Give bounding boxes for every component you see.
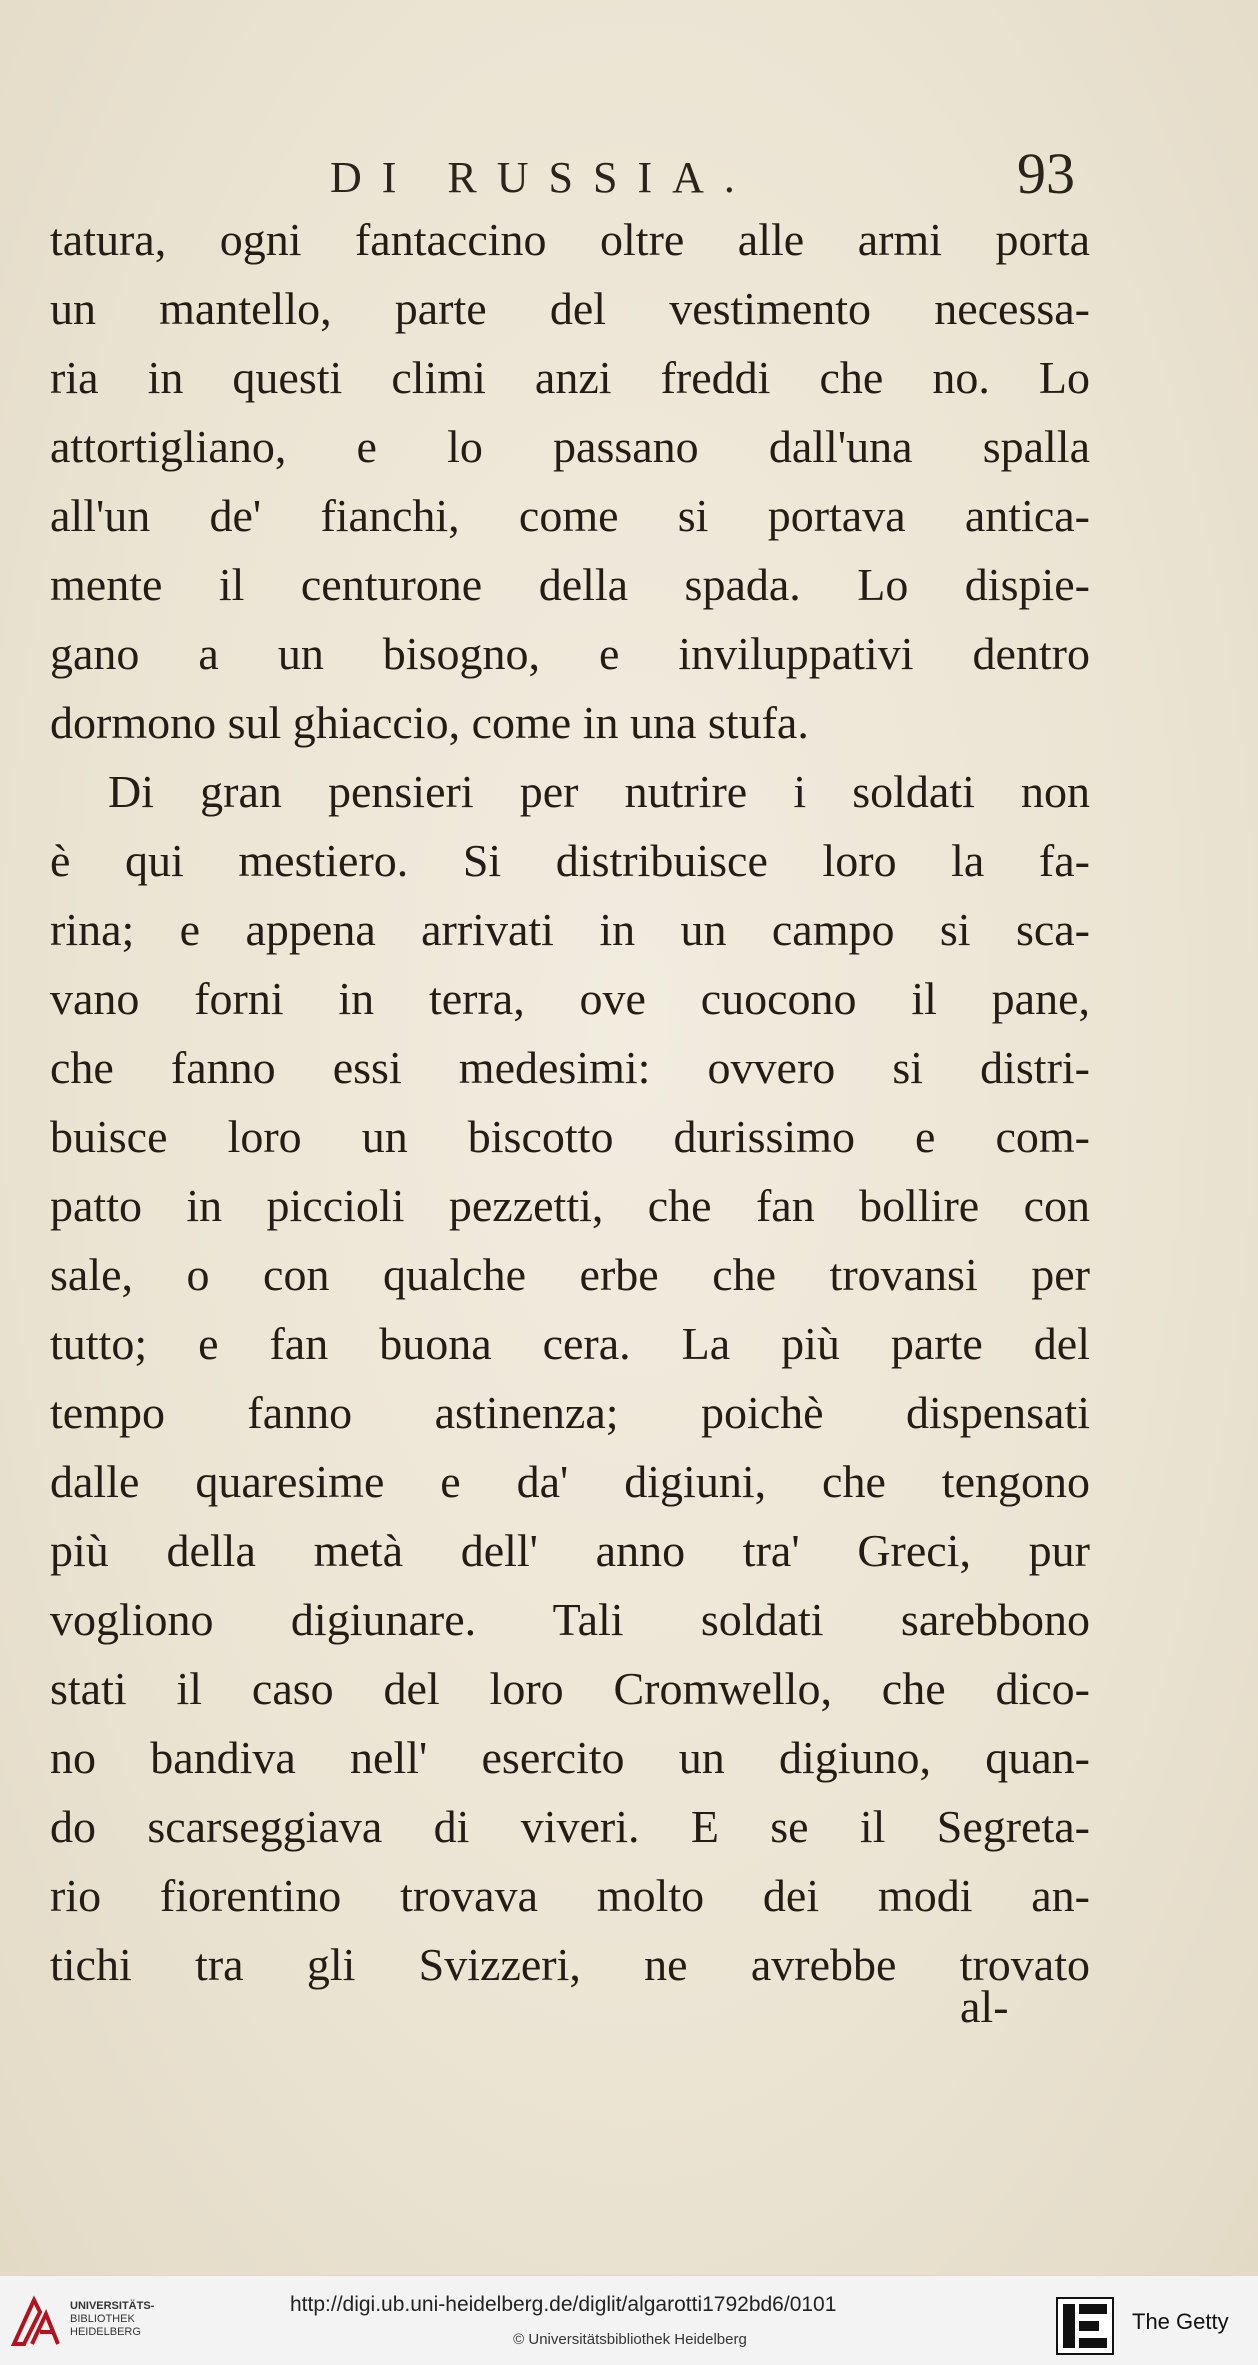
text-line: attortigliano, e lo passano dall'una spalla: [50, 421, 1090, 472]
institution-name: [70, 2300, 154, 2339]
running-title: DI RUSSIA.: [330, 153, 755, 202]
partner-name: The Getty: [1132, 2309, 1229, 2334]
getty-logo-icon: [1055, 2296, 1115, 2356]
text-line: tempo fanno astinenza; poichè dispensati: [50, 1387, 1090, 1438]
footer-bar: [0, 2275, 1258, 2365]
text-line: Di gran pensieri per nutrire i soldati non: [108, 766, 1090, 817]
text-line: vogliono digiunare. Tali soldati sarebbono: [50, 1594, 1090, 1645]
text-line: gano a un bisogno, e inviluppativi dentro: [50, 628, 1090, 679]
body-text: [50, 205, 1090, 1999]
page-number: 93: [1017, 141, 1075, 206]
text-line: dormono sul ghiaccio, come in una stufa.: [50, 697, 809, 748]
text-line: patto in piccioli pezzetti, che fan bollire con: [50, 1180, 1090, 1231]
text-line: tutto; e fan buona cera. La più parte del: [50, 1318, 1090, 1369]
institution-line: UNIVERSITÄTS-: [70, 2300, 155, 2312]
text-line: buisce loro un biscotto durissimo e com-: [50, 1111, 1090, 1162]
text-line: dalle quaresime e da' digiuni, che tengono: [50, 1456, 1090, 1507]
permalink-url[interactable]: http://digi.ub.uni-heidelberg.de/diglit/algarotti1792bd6/0101: [290, 2293, 837, 2316]
university-library-logo-icon: [10, 2294, 62, 2348]
catchword: al-: [960, 1981, 1009, 2032]
copyright-notice: © Universitätsbibliothek Heidelberg: [513, 2331, 747, 2348]
text-line: sale, o con qualche erbe che trovansi per: [50, 1249, 1090, 1300]
text-line: do scarseggiava di viveri. E se il Segreta-: [50, 1801, 1090, 1852]
institution-line: HEIDELBERG: [70, 2326, 141, 2338]
text-line: vano forni in terra, ove cuocono il pane,: [50, 973, 1090, 1024]
text-line: un mantello, parte del vestimento necessa-: [50, 283, 1090, 334]
text-line: rio fiorentino trovava molto dei modi an-: [50, 1870, 1090, 1921]
text-line: più della metà dell' anno tra' Greci, pur: [50, 1525, 1090, 1576]
text-line: è qui mestiero. Si distribuisce loro la fa-: [50, 835, 1090, 886]
text-line: rina; e appena arrivati in un campo si sca-: [50, 904, 1090, 955]
institution-line: BIBLIOTHEK: [70, 2313, 135, 2325]
text-line: stati il caso del loro Cromwello, che dico-: [50, 1663, 1090, 1714]
text-line: no bandiva nell' esercito un digiuno, quan-: [50, 1732, 1090, 1783]
running-head: [300, 140, 1090, 210]
text-line: all'un de' fianchi, come si portava antica-: [50, 490, 1090, 541]
text-line: ria in questi climi anzi freddi che no. Lo: [50, 352, 1090, 403]
text-line: tatura, ogni fantaccino oltre alle armi porta: [50, 214, 1090, 265]
text-line: che fanno essi medesimi: ovvero si distri-: [50, 1042, 1090, 1093]
text-line: tichi tra gli Svizzeri, ne avrebbe trovato: [50, 1939, 1090, 1990]
text-line: mente il centurone della spada. Lo dispie-: [50, 559, 1090, 610]
